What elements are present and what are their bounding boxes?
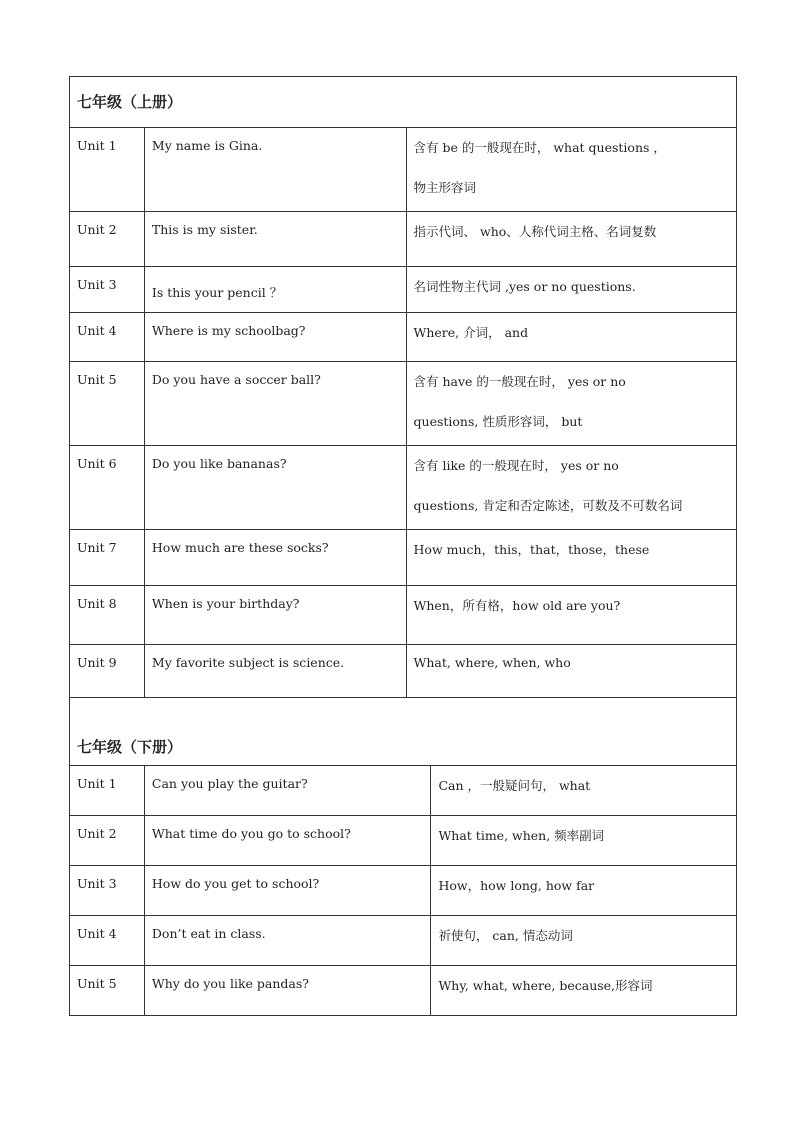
unit-number: Unit 1 [70,766,145,816]
note-line: questions, 肯定和否定陈述，可数及不可数名词 [413,498,683,513]
unit-title: This is my sister. [144,212,406,267]
unit-notes [406,128,736,212]
unit-number: Unit 5 [70,966,145,1016]
unit-notes [406,530,736,586]
unit-title: Why do you like pandas? [144,966,431,1016]
table-row [70,645,737,698]
unit-notes [431,816,737,866]
note-line: How much，this，that，those，these [413,542,650,557]
curriculum-table [69,76,737,1016]
unit-title: Where is my schoolbag? [144,313,406,362]
unit-number: Unit 1 [70,128,145,212]
unit-notes [406,645,736,698]
unit-number: Unit 4 [70,916,145,966]
note-line: 含有 have 的一般现在时， yes or no [413,374,626,389]
unit-title: Is this your pencil ？ [144,267,406,313]
note-line: 含有 be 的一般现在时， what questions ， [413,140,666,155]
unit-notes [431,916,737,966]
note-line: What, where, when, who [413,655,571,670]
unit-number: Unit 9 [70,645,145,698]
unit-title: My favorite subject is science. [144,645,406,698]
section-title: 七年级（上册） [70,77,737,128]
unit-notes [406,446,736,530]
unit-number: Unit 2 [70,816,145,866]
note-line: 指示代词、 who、人称代词主格、名词复数 [413,224,657,239]
unit-number: Unit 5 [70,362,145,446]
unit-number: Unit 4 [70,313,145,362]
unit-title: When is your birthday? [144,586,406,645]
unit-notes [431,866,737,916]
table-row [70,128,737,212]
unit-title: Can you play the guitar? [144,766,431,816]
unit-number: Unit 7 [70,530,145,586]
note-line: When，所有格，how old are you? [413,598,621,613]
unit-number: Unit 3 [70,866,145,916]
section-title: 七年级（下册） [70,698,737,766]
unit-title: How do you get to school? [144,866,431,916]
note-line: 名词性物主代词 ,yes or no questions. [413,279,636,294]
unit-notes [406,586,736,645]
unit-number: Unit 6 [70,446,145,530]
table-row [70,313,737,362]
unit-notes [431,766,737,816]
unit-number: Unit 2 [70,212,145,267]
note-line: How，how long, how far [438,878,595,893]
table-row [70,586,737,645]
unit-notes [431,966,737,1016]
table-row [70,212,737,267]
table-row [70,866,737,916]
note-line: Can ，一般疑问句， what [438,778,591,793]
note-line: Where, 介词， and [413,325,529,340]
unit-notes [406,313,736,362]
table-row [70,816,737,866]
note-line: 含有 like 的一般现在时， yes or no [413,458,619,473]
section-header [70,698,737,766]
note-line: What time, when, 频率副词 [438,828,605,843]
unit-title: How much are these socks? [144,530,406,586]
unit-number: Unit 3 [70,267,145,313]
unit-notes [406,362,736,446]
table-row [70,530,737,586]
unit-title: Don’t eat in class. [144,916,431,966]
note-line: 祈使句， can, 情态动词 [438,928,573,943]
table-row [70,446,737,530]
table-row [70,916,737,966]
unit-title: Do you like bananas? [144,446,406,530]
note-line: 物主形容词 [413,180,477,195]
table-row [70,966,737,1016]
table-row [70,766,737,816]
note-line: questions, 性质形容词， but [413,414,583,429]
table-row [70,267,737,313]
unit-title: Do you have a soccer ball? [144,362,406,446]
section-header [70,77,737,128]
table-row [70,362,737,446]
unit-title: What time do you go to school? [144,816,431,866]
note-line: Why, what, where, because,形容词 [438,978,653,993]
unit-notes [406,212,736,267]
unit-title: My name is Gina. [144,128,406,212]
unit-notes [406,267,736,313]
unit-number: Unit 8 [70,586,145,645]
